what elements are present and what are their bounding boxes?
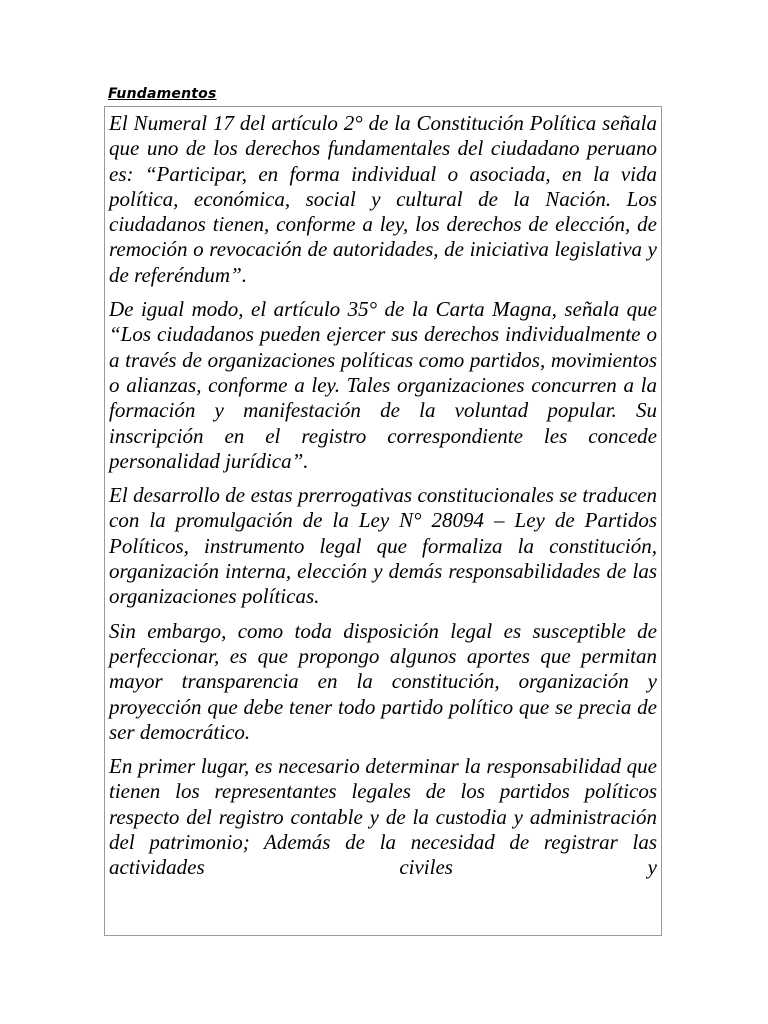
paragraph-5: En primer lugar, es necesario determinar la responsabilidad que tienen los representantes legales de los partidos políticos respecto del registro contable y de la custodia y administración del patrimonio; Además de la necesidad de registrar las actividades civiles y — [109, 754, 657, 880]
paragraph-1: El Numeral 17 del artículo 2° de la Constitución Política señala que uno de los derechos fundamentales del ciudadano peruano es: “Participar, en forma individual o asociada, en la vida política, económica, social y cultural de la Nación. Los ciudadanos tienen, conforme a ley, los derechos de elección, de remoción o revocación de autoridades, de iniciativa legislativa y de referéndum”. — [109, 111, 657, 287]
paragraph-4: Sin embargo, como toda disposición legal es susceptible de perfeccionar, es que propongo algunos aportes que permitan mayor transparencia en la constitución, organización y proyección que debe tener todo partido político que se precia de ser democrático. — [109, 618, 657, 744]
section-heading: Fundamentos — [108, 86, 217, 102]
text-frame — [104, 106, 662, 936]
paragraph-3: El desarrollo de estas prerrogativas constitucionales se traducen con la promulgación de la Ley N° 28094 – Ley de Partidos Políticos, instrumento legal que formaliza la constitución, organización interna, elección y demás responsabilidades de las organizaciones políticas. — [109, 483, 657, 609]
paragraph-2: De igual modo, el artículo 35° de la Carta Magna, señala que “Los ciudadanos pueden ejercer sus derechos individualmente o a través de organizaciones políticas como partidos, movimientos o alianzas, conforme a ley. Tales organizaciones concurren a la formación y manifestación de la voluntad popular. Su inscripción en el registro correspondiente les concede personalidad jurídica”. — [109, 297, 657, 473]
